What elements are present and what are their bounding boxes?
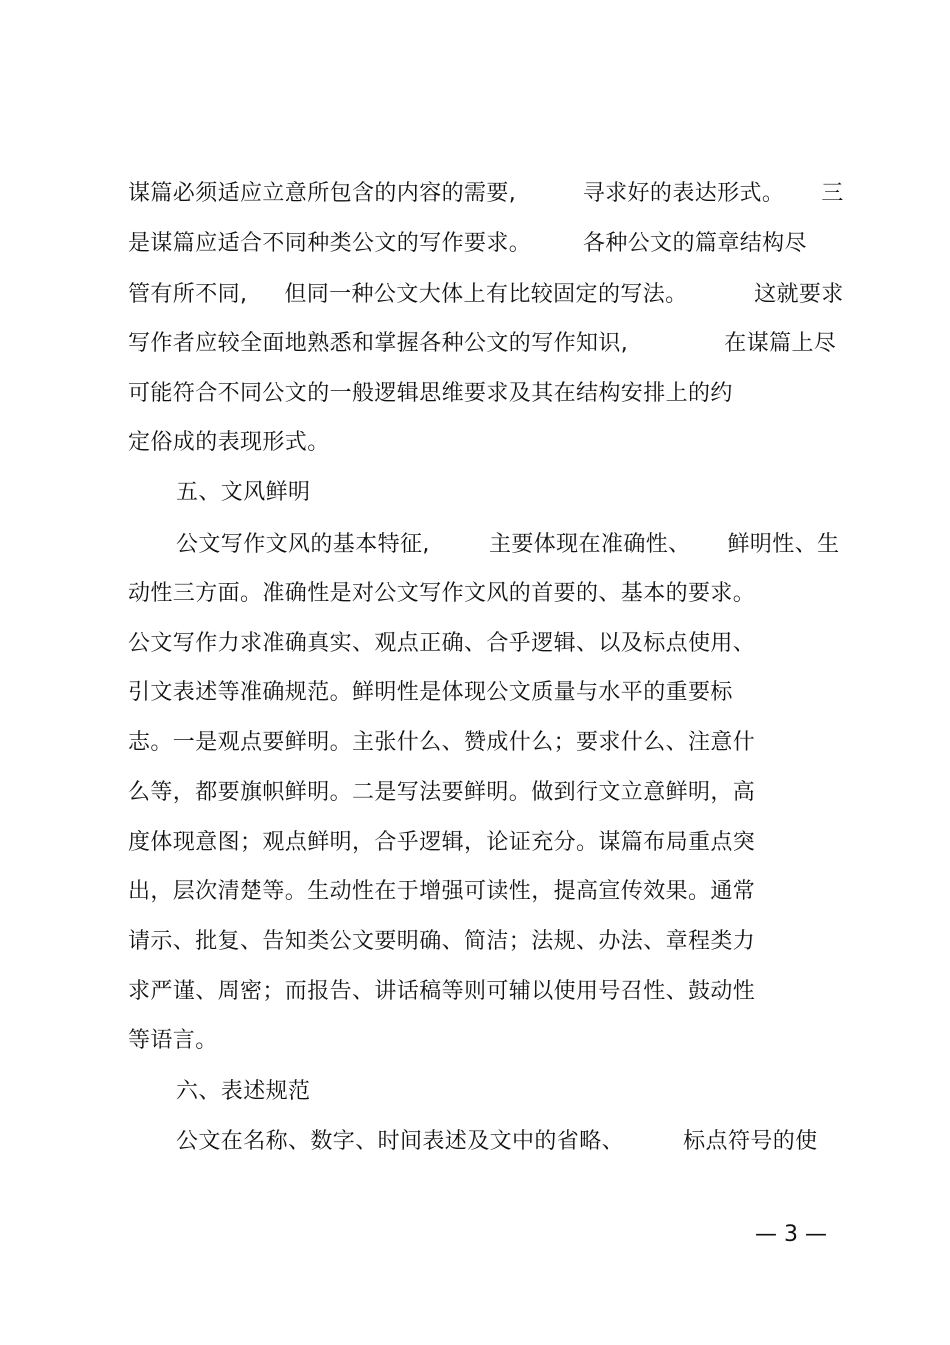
paragraph-line: 引文表述等准确规范。鲜明性是体现公文质量与水平的重要标 — [128, 680, 733, 705]
paragraph-line: 么等，都要旗帜鲜明。二是写法要鲜明。做到行文立意鲜明，高 — [128, 780, 756, 805]
paragraph-line: 动性三方面。准确性是对公文写作文风的首要的、基本的要求。 — [128, 581, 756, 606]
paragraph-line: 可能符合不同公文的一般逻辑思维要求及其在结构安排上的约 — [128, 381, 733, 406]
paragraph-line: 公文在名称、数字、时间表述及文中的省略、 标点符号的使 — [176, 1129, 818, 1154]
paragraph-line: 志。一是观点要鲜明。主张什么、赞成什么；要求什么、注意什 — [128, 730, 756, 755]
section-heading: 六、表述规范 — [176, 1079, 311, 1104]
paragraph-line: 写作者应较全面地熟悉和掌握各种公文的写作知识, 在谋篇上尽 — [128, 331, 837, 356]
paragraph-line: 管有所不同, 但同一种公文大体上有比较固定的写法。 这就要求 — [128, 282, 844, 307]
paragraph-line: 是谋篇应适合不同种类公文的写作要求。 各种公文的篇章结构尽 — [128, 231, 807, 256]
paragraph-line: 度体现意图；观点鲜明，合乎逻辑，论证充分。谋篇布局重点突 — [128, 830, 756, 855]
paragraph-line: 定俗成的表现形式。 — [128, 430, 330, 455]
paragraph-line: 出，层次清楚等。生动性在于增强可读性，提高宣传效果。通常 — [128, 879, 756, 904]
section-heading: 五、文风鲜明 — [176, 480, 311, 505]
paragraph-line: 谋篇必须适应立意所包含的内容的需要, 寻求好的表达形式。 三 — [128, 181, 844, 206]
paragraph-line: 等语言。 — [128, 1028, 218, 1053]
paragraph-line: 请示、批复、告知类公文要明确、简洁；法规、办法、章程类力 — [128, 929, 756, 954]
paragraph-line: 公文写作力求准确真实、观点正确、合乎逻辑、以及标点使用、 — [128, 631, 756, 656]
page-number: — 3 — — [755, 1222, 827, 1247]
paragraph-line: 求严谨、周密；而报告、讲话稿等则可辅以使用号召性、鼓动性 — [128, 979, 756, 1004]
paragraph-line: 公文写作文风的基本特征, 主要体现在准确性、 鲜明性、生 — [176, 532, 840, 557]
